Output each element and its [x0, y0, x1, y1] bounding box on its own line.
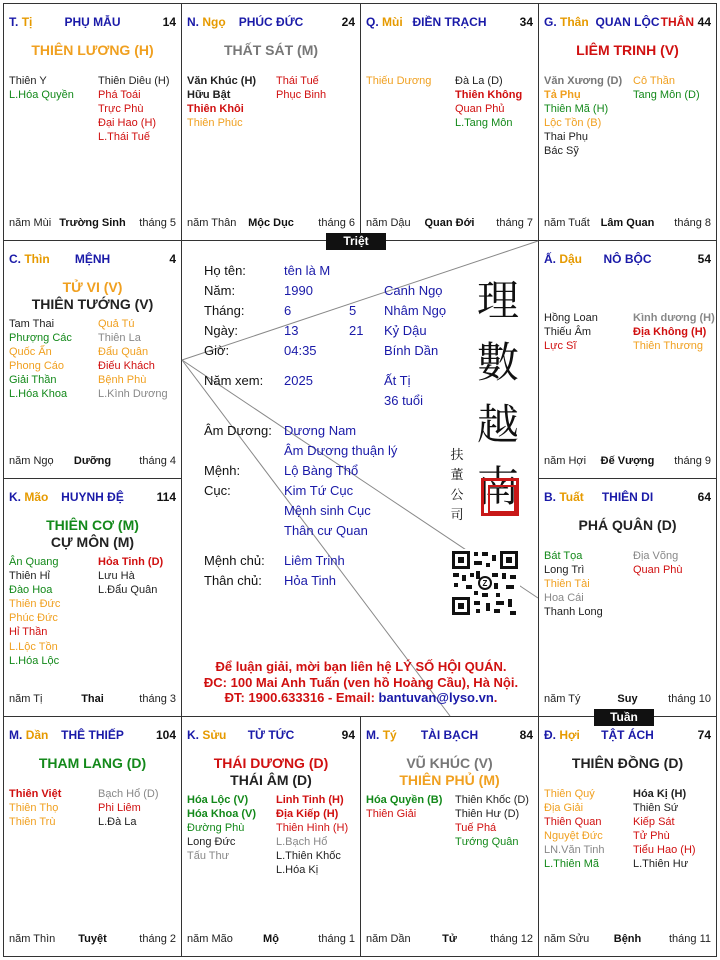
contact-period: . [493, 690, 498, 705]
minor-star: Thiên Việt [9, 788, 62, 800]
minor-star: Thiên Quý [544, 788, 595, 800]
minor-star: Thiên Tài [544, 578, 590, 591]
menh-value: Lộ Bàng Thổ [284, 463, 359, 478]
footer-month: tháng 4 [139, 455, 176, 467]
than-chu-label: Thân chủ: [204, 573, 262, 588]
gio-can-chi: Bính Dần [384, 343, 439, 358]
major-star: THÁI ÂM (D) [230, 772, 312, 788]
cuc-label: Cục: [204, 483, 231, 498]
minor-star: Thiên Sứ [633, 802, 679, 815]
triet-badge: Triệt [326, 233, 386, 250]
cell-can: K. [187, 728, 199, 742]
cell-chi: Thìn [24, 252, 50, 266]
minor-star: Long Đức [187, 836, 236, 849]
minor-star: Thanh Long [544, 606, 603, 619]
major-star: THIÊN ĐỒNG (D) [571, 755, 684, 771]
cell-chi: Tý [382, 728, 397, 742]
cell-chi: Sửu [202, 728, 227, 742]
minor-star: Phi Liêm [98, 802, 141, 815]
footer-year: năm Hợi [544, 455, 587, 467]
minor-star: Tướng Quân [455, 836, 519, 849]
major-star: THIÊN TƯỚNG (V) [31, 296, 154, 312]
am-duong-ly: Âm Dương thuận lý [284, 443, 398, 458]
minor-star: Thiếu Dương [366, 75, 432, 87]
footer-year: năm Dậu [366, 217, 411, 229]
minor-star: Thiên Hình (H) [276, 822, 349, 835]
cell-palace-name: TÀI BẠCH [420, 728, 479, 742]
footer-stage: Mộ [263, 933, 279, 945]
minor-star: Hỉ Thần [9, 626, 48, 639]
minor-star: Địa Võng [633, 550, 679, 562]
cell-age-number: 84 [519, 728, 533, 742]
minor-star: Kình dương (H) [633, 312, 715, 324]
callig-char-2: 數 [476, 338, 519, 387]
cell-chi: Dần [25, 728, 49, 742]
footer-stage: Bệnh [613, 933, 642, 945]
footer-stage: Quan Đới [424, 217, 475, 229]
cell-palace-name: QUAN LỘC [595, 15, 660, 29]
minor-star: Phong Cáo [9, 360, 65, 373]
cell-age-number: 94 [341, 728, 355, 742]
cell-age-number: 54 [697, 252, 711, 266]
nam-xem-can-chi: Ất Tị [384, 373, 411, 388]
minor-star: Hóa Quyền (B) [366, 794, 443, 806]
major-star: THIÊN CƠ (M) [46, 517, 139, 533]
cell-can: C. [9, 252, 21, 266]
minor-star: Trực Phù [98, 103, 144, 116]
cell-palace-name: HUYNH ĐỆ [61, 490, 124, 504]
major-star: PHÁ QUÂN (D) [578, 517, 677, 533]
footer-year: năm Thân [187, 217, 237, 229]
menh-label: Mệnh: [204, 463, 241, 478]
footer-stage: Mộc Dục [248, 217, 294, 229]
minor-star: Quốc Ấn [9, 346, 52, 359]
minor-star: L.Hóa Quyền [9, 89, 74, 102]
cell-palace-name: TỬ TỨC [247, 728, 295, 742]
footer-month: tháng 3 [139, 693, 176, 705]
cell-palace-name: THÊ THIẾP [61, 728, 124, 742]
footer-year: năm Mùi [9, 217, 52, 229]
minor-star: Lộc Tồn (B) [544, 117, 602, 130]
minor-star: Thiếu Âm [544, 326, 592, 339]
footer-stage: Tuyệt [78, 933, 107, 945]
cell-palace-name: MỆNH [74, 252, 111, 266]
cell-palace-name: NÔ BỘC [603, 252, 652, 266]
minor-star: L.Lộc Tồn [9, 640, 58, 653]
cell-can: T. [9, 15, 19, 29]
major-star: THÁI DƯƠNG (D) [213, 755, 329, 771]
cell-chi: Tuất [559, 490, 584, 504]
minor-star: Thái Tuế [276, 75, 319, 87]
minor-star: Tang Môn (D) [633, 89, 700, 102]
minor-star: Thiên Giải [366, 808, 417, 821]
nam-can-chi: Canh Ngọ [384, 283, 443, 298]
minor-star: Cô Thần [633, 75, 675, 87]
cell-age-number: 24 [341, 15, 355, 29]
minor-star: L.Kình Dương [98, 388, 168, 401]
cell-can: Q. [366, 15, 379, 29]
footer-month: tháng 10 [668, 693, 711, 705]
minor-star: Thiên Hỉ [9, 570, 50, 583]
minor-star: Thiên Quan [544, 816, 602, 829]
footer-year: năm Tý [544, 693, 581, 705]
callig-small-2: 董 [450, 468, 464, 483]
minor-star: Đà La (D) [455, 75, 503, 87]
minor-star: Thai Phụ [544, 131, 589, 144]
callig-char-4: 南 [476, 462, 519, 511]
minor-star: Bạch Hổ (D) [98, 788, 159, 800]
major-star: VŨ KHÚC (V) [406, 755, 493, 771]
cell-age-number: 4 [169, 252, 176, 266]
major-star: THIÊN LƯƠNG (H) [31, 42, 154, 58]
cell-chi: Mùi [382, 15, 403, 29]
minor-star: Tiểu Hao (H) [633, 844, 696, 857]
minor-star: Tam Thai [9, 318, 55, 330]
nam-label: Năm: [204, 283, 236, 298]
minor-star: Bát Tọa [544, 550, 583, 562]
footer-month: tháng 5 [139, 217, 176, 229]
minor-star: Địa Giải [544, 802, 584, 815]
cell-age-number: 104 [155, 728, 176, 742]
major-star: THAM LANG (D) [38, 755, 147, 771]
minor-star: Tuế Phá [455, 822, 497, 835]
minor-star: L.Thiên Hư [633, 858, 689, 871]
footer-stage: Tử [442, 933, 457, 945]
thang-am-lich: 5 [349, 303, 357, 318]
footer-month: tháng 12 [490, 933, 533, 945]
contact-info [196, 659, 526, 706]
minor-star: Nguyệt Đức [544, 830, 603, 843]
minor-star: L.Hóa Kị [276, 864, 319, 877]
minor-star: Kiếp Sát [633, 816, 675, 829]
minor-star: Giải Thần [9, 374, 57, 387]
footer-year: năm Mão [187, 933, 233, 945]
footer-year: năm Ngọ [9, 455, 54, 467]
tuan-badge: Tuần [594, 709, 654, 726]
callig-char-1: 理 [476, 276, 519, 325]
thang-label: Tháng: [204, 303, 245, 318]
minor-star: L.Bạch Hổ [276, 836, 328, 849]
nam-value: 1990 [284, 283, 313, 298]
minor-star: Thiên Khôi [187, 103, 244, 116]
major-star: CỰ MÔN (M) [50, 534, 135, 550]
minor-star: Quan Phù [633, 564, 683, 577]
minor-star: Đẩu Quân [98, 346, 149, 359]
cell-chi: Thân [560, 15, 589, 29]
minor-star: Thiên Mã (H) [544, 103, 609, 116]
minor-star: Địa Kiếp (H) [276, 808, 339, 821]
minor-star: Thiên Khốc (D) [455, 794, 529, 806]
cell-age-number: 34 [519, 15, 533, 29]
footer-month: tháng 8 [674, 217, 711, 229]
callig-char-3: 越 [476, 400, 519, 449]
contact-phone: ĐT: 1900.633316 - Email: [224, 690, 379, 705]
minor-star: Phục Binh [276, 89, 327, 102]
minor-star: Thiên Đức [9, 598, 61, 611]
cell-age-number: 74 [697, 728, 711, 742]
cell-age-number: 64 [697, 490, 711, 504]
minor-star: Hóa Lộc (V) [187, 794, 249, 806]
minor-star: Thiên Trù [9, 816, 56, 829]
menh-chu-value: Liêm Trinh [284, 553, 345, 568]
gio-label: Giờ: [204, 343, 230, 358]
footer-stage: Lâm Quan [600, 217, 655, 229]
minor-star: L.Đà La [98, 816, 137, 829]
footer-month: tháng 6 [318, 217, 355, 229]
than-chu-value: Hỏa Tinh [284, 573, 337, 588]
contact-line-2: ĐC: 100 Mai Anh Tuấn (ven hồ Hoàng Cầu), Hà Nội. [203, 674, 519, 690]
svg-text:Z: Z [482, 579, 488, 588]
cell-can: B. [544, 490, 556, 504]
minor-star: Hoa Cái [544, 592, 584, 605]
cell-age-number: 14 [162, 15, 176, 29]
cell-can: M. [366, 728, 380, 742]
thang-can-chi: Nhâm Ngọ [384, 303, 447, 318]
ngay-am-lich: 21 [349, 323, 364, 338]
major-star: LIÊM TRINH (V) [576, 42, 679, 58]
minor-star: Thiên Diêu (H) [98, 75, 170, 87]
footer-stage: Đế Vượng [600, 455, 655, 467]
cell-chi: Mão [24, 490, 49, 504]
minor-star: Địa Không (H) [633, 326, 707, 339]
calligraphy-small [449, 446, 465, 526]
minor-star: Ân Quang [9, 556, 59, 568]
minor-star: Phượng Các [9, 332, 72, 345]
major-star: TỬ VI (V) [62, 279, 123, 295]
callig-small-4: 司 [450, 508, 464, 523]
minor-star: L.Tang Môn [455, 117, 513, 130]
footer-stage: Thai [81, 693, 104, 705]
cell-palace-name: TẬT ÁCH [601, 728, 654, 742]
footer-month: tháng 9 [674, 455, 711, 467]
minor-star: L.Đẩu Quân [98, 584, 158, 597]
callig-small-3: 公 [450, 488, 464, 503]
cell-palace-name: THIÊN DI [601, 490, 654, 504]
cell-palace-name: PHỤ MẪU [64, 15, 121, 29]
minor-star: Quả Tú [98, 318, 135, 330]
minor-star: Điếu Khách [98, 360, 155, 373]
minor-star: Thiên Thương [633, 340, 704, 353]
footer-year: năm Tị [9, 693, 43, 705]
minor-star: L.Thái Tuế [98, 131, 150, 144]
minor-star: Đường Phù [187, 822, 245, 835]
footer-year: năm Tuất [544, 217, 590, 229]
cell-can: N. [187, 15, 199, 29]
minor-star: Hồng Loan [544, 312, 598, 324]
footer-year: năm Thìn [9, 933, 56, 945]
cell-chi: Hợi [559, 728, 580, 742]
cell-can: M. [9, 728, 23, 742]
thang-duong-lich: 6 [284, 303, 292, 318]
am-duong-label: Âm Dương: [204, 423, 272, 438]
cell-chi: Dậu [559, 252, 583, 266]
than-marker: THÂN [660, 15, 694, 29]
footer-month: tháng 7 [496, 217, 533, 229]
cell-age-number: 114 [156, 490, 176, 504]
minor-star: Quan Phủ [455, 103, 505, 116]
cuc-relation: Mệnh sinh Cục [284, 503, 371, 518]
contact-line-3 [196, 690, 526, 706]
minor-star: Thiên Hư (D) [455, 808, 520, 821]
footer-month: tháng 2 [139, 933, 176, 945]
major-star: THIÊN PHỦ (M) [399, 772, 500, 788]
nam-xem-label: Năm xem: [204, 373, 264, 388]
minor-star: L.Thiên Khốc [276, 850, 341, 863]
footer-stage: Suy [617, 693, 638, 705]
cell-age-number: 44 [697, 15, 711, 29]
minor-star: Hóa Kị (H) [633, 788, 687, 800]
cell-can: G. [544, 15, 557, 29]
am-duong-value: Dương Nam [284, 423, 357, 438]
cell-can: Ấ. [544, 252, 556, 266]
minor-star: Thiên Phúc [187, 117, 243, 130]
ngay-label: Ngày: [204, 323, 238, 338]
contact-line-1: Để luận giải, mời bạn liên hệ LÝ SỐ HỘI QUÁN. [215, 659, 507, 674]
contact-email-link[interactable]: bantuvan@lyso.vn [378, 690, 494, 705]
minor-star: Thiên Không [455, 89, 523, 102]
minor-star: L.Hóa Khoa [9, 388, 68, 401]
cell-chi: Ngọ [202, 15, 226, 29]
minor-star: Văn Xương (D) [544, 75, 623, 87]
minor-star: Đại Hao (H) [98, 117, 157, 130]
footer-year: năm Sửu [544, 933, 590, 945]
minor-star: Hóa Khoa (V) [187, 808, 257, 821]
tuoi-value: 36 tuổi [384, 393, 424, 408]
minor-star: Linh Tinh (H) [276, 794, 344, 806]
footer-month: tháng 11 [668, 933, 711, 945]
minor-star: Đào Hoa [9, 584, 53, 597]
menh-chu-label: Mệnh chủ: [204, 553, 265, 568]
cell-can: Đ. [544, 728, 556, 742]
minor-star: Tả Phụ [544, 89, 581, 102]
minor-star: Thiên Thọ [9, 802, 59, 815]
cell-can: K. [9, 490, 21, 504]
minor-star: Hỏa Tinh (D) [98, 556, 164, 568]
minor-star: Long Trì [544, 564, 585, 577]
cell-palace-name: PHÚC ĐỨC [238, 15, 304, 29]
minor-star: Lực Sĩ [544, 340, 577, 353]
ngay-can-chi: Kỷ Dậu [384, 323, 427, 338]
ho-ten-label: Họ tên: [204, 263, 246, 278]
minor-star: Bệnh Phù [98, 374, 147, 387]
minor-star: L.Hóa Lộc [9, 654, 60, 667]
major-star: THẤT SÁT (M) [223, 42, 319, 58]
nam-xem-value: 2025 [284, 373, 313, 388]
minor-star: Tử Phù [633, 830, 670, 843]
callig-small-1: 扶 [450, 448, 464, 463]
footer-year: năm Dần [366, 933, 411, 945]
red-seal-icon [481, 478, 519, 516]
minor-star: Lưu Hà [98, 570, 135, 583]
minor-star: LN.Văn Tinh [544, 844, 605, 857]
cuc-value: Kim Tứ Cục [284, 483, 354, 498]
minor-star: L.Thiên Mã [544, 858, 600, 871]
minor-star: Văn Khúc (H) [187, 75, 257, 87]
minor-star: Hữu Bật [187, 89, 231, 102]
footer-month: tháng 1 [318, 933, 355, 945]
minor-star: Thiên Y [9, 75, 47, 87]
minor-star: Phúc Đức [9, 612, 58, 625]
than-cu: Thân cư Quan [284, 523, 368, 538]
minor-star: Phá Toái [98, 89, 141, 102]
cell-chi: Tị [21, 15, 33, 29]
minor-star: Thiên La [98, 332, 141, 345]
cell-palace-name: ĐIỀN TRẠCH [412, 15, 487, 29]
ho-ten-value: tên là M [284, 263, 331, 278]
footer-stage: Trường Sinh [59, 217, 126, 229]
footer-stage: Dưỡng [73, 455, 112, 467]
ngay-duong-lich: 13 [284, 323, 299, 338]
minor-star: Bác Sỹ [544, 145, 579, 158]
gio-value: 04:35 [284, 343, 317, 358]
qr-code-icon[interactable] [450, 549, 520, 617]
minor-star: Tấu Thư [187, 850, 230, 863]
